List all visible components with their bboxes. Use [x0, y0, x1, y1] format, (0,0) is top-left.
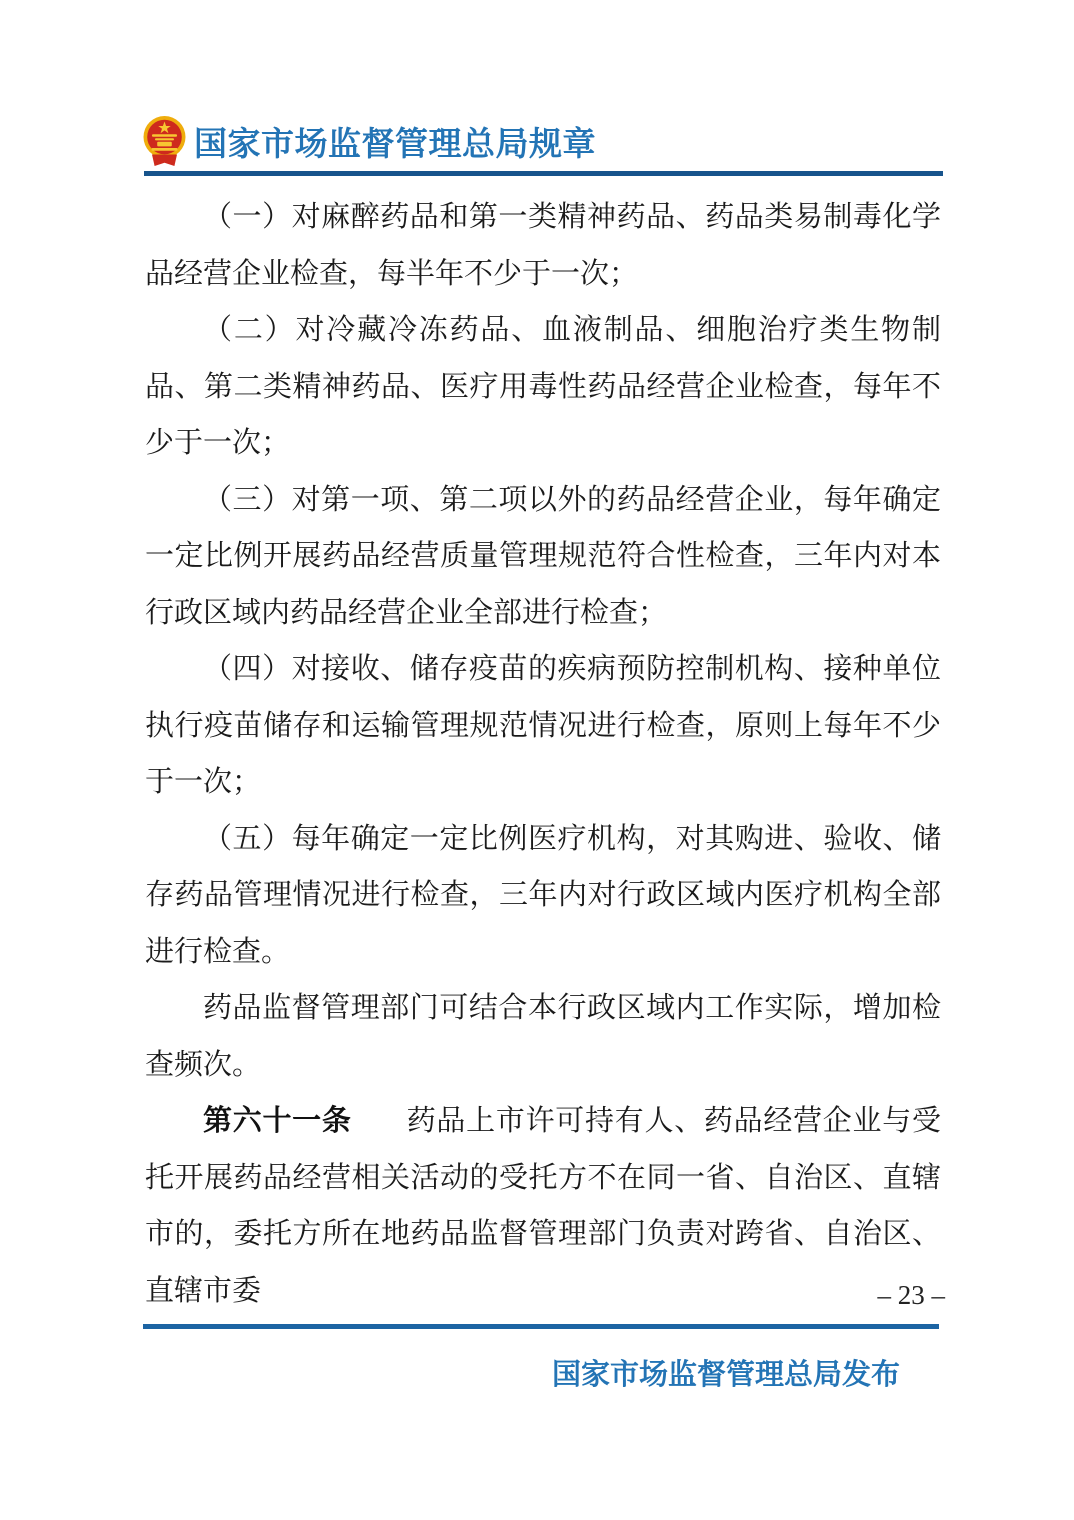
paragraph: 第六十一条 药品上市许可持有人、药品经营企业与受托开展药品经营相关活动的受托方不在同一省、自治区、直辖市的，委托方所在地药品监督管理部门负责对跨省、自治区、直辖市委: [145, 1105, 941, 1307]
page-title: 国家市场监督管理总局规章: [194, 124, 596, 162]
paragraph: （三）对第一项、第二项以外的药品经营企业，每年确定一定比例开展药品经营质量管理规范符合性检查，三年内对本行政区域内药品经营企业全部进行检查；: [145, 483, 941, 629]
paragraph: （一）对麻醉药品和第一类精神药品、药品类易制毒化学品经营企业检查，每半年不少于一次；: [145, 201, 941, 290]
footer-divider: [143, 1324, 939, 1329]
page-number: – 23 –: [877, 1280, 945, 1310]
publisher-label: 国家市场监督管理总局发布: [551, 1359, 900, 1391]
national-emblem-icon: [142, 115, 187, 168]
header-divider: [144, 171, 943, 176]
paragraph: （二）对冷藏冷冻药品、血液制品、细胞治疗类生物制品、第二类精神药品、医疗用毒性药品经营企业检查，每年不少于一次；: [145, 314, 941, 459]
article-number: 第六十一条: [203, 1105, 352, 1137]
paragraph: 药品监督管理部门可结合本行政区域内工作实际，增加检查频次。: [145, 992, 941, 1081]
document-body: [145, 189, 941, 1319]
paragraph: （四）对接收、储存疫苗的疾病预防控制机构、接种单位执行疫苗储存和运输管理规范情况进行检查，原则上每年不少于一次；: [145, 653, 941, 798]
paragraph: （五）每年确定一定比例医疗机构，对其购进、验收、储存药品管理情况进行检查，三年内对行政区域内医疗机构全部进行检查。: [145, 822, 941, 968]
document-header: [142, 114, 596, 168]
